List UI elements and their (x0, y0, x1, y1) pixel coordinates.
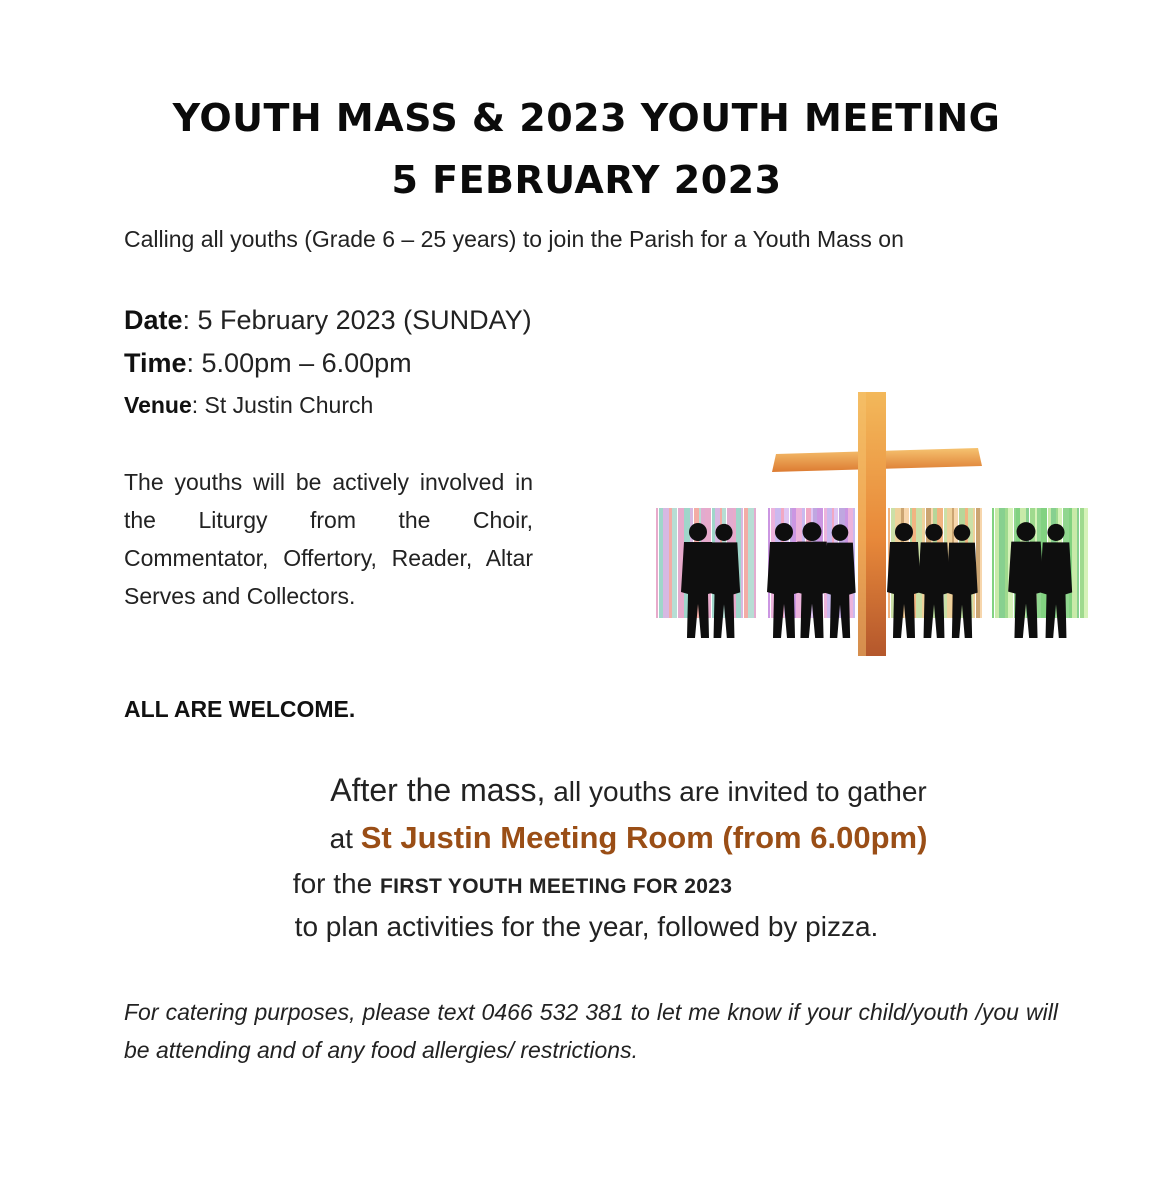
cross-with-youth-silhouettes-icon (652, 388, 1092, 660)
intro-text: Calling all youths (Grade 6 – 25 years) to join the Parish for a Youth Mass on (124, 226, 904, 252)
time-line (124, 348, 412, 379)
after-mass-line-4 (0, 911, 1173, 943)
flyer-title: YOUTH MASS & 2023 YOUTH MEETING (172, 96, 1001, 140)
after-mass-line-3 (0, 868, 1099, 900)
meeting-room-highlight: St Justin Meeting Room (from 6.00pm) (360, 820, 928, 855)
date-line (124, 305, 532, 336)
after-mass-invite: all youths are invited to gather (545, 776, 927, 807)
venue-value: : St Justin Church (191, 392, 374, 418)
time-label: Time (124, 348, 187, 378)
after-mass-line-1 (42, 772, 1173, 809)
after-mass-line-2 (42, 820, 1173, 856)
venue-label: Venue (124, 392, 192, 418)
catering-note: For catering purposes, please text 0466 532 381 to let me know if your child/youth /you will be attending and of any food allergies/ restrictions. (124, 999, 1058, 1063)
date-label: Date (124, 305, 183, 335)
welcome-text: ALL ARE WELCOME. (124, 696, 356, 722)
date-value: : 5 February 2023 (SUNDAY) (182, 305, 532, 335)
plan-activities-text: to plan activities for the year, followed by pizza. (294, 911, 879, 942)
venue-line (124, 392, 373, 419)
after-mass-lead: After the mass, (330, 772, 546, 808)
flyer-date-heading: 5 FEBRUARY 2023 (391, 158, 782, 202)
meeting-room-prefix: at (329, 823, 361, 854)
involvement-paragraph: The youths will be actively involved in the Liturgy from the Choir, Commentator, Offertory, Reader, Altar Serves and Collectors. (124, 469, 533, 609)
time-value: : 5.00pm – 6.00pm (186, 348, 412, 378)
first-meeting-prefix: for the (292, 868, 380, 899)
first-meeting-caps: FIRST YOUTH MEETING FOR 2023 (379, 875, 733, 898)
